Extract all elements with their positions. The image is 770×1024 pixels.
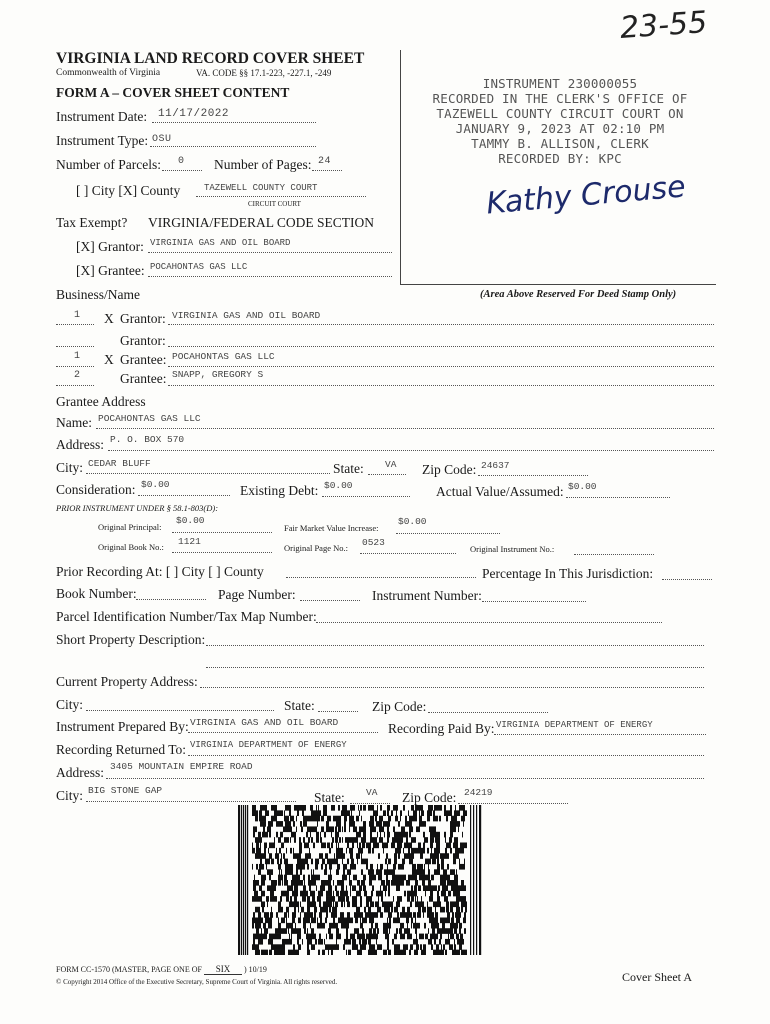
grantee-zip-value: 24637 [481,460,510,471]
grantee-code-line [148,276,392,277]
instrument-type-line [150,146,316,147]
existing-debt-value: $0.00 [324,480,353,491]
pdf417-barcode [238,805,482,955]
business-name-label: Business/Name [56,287,140,302]
stamp-line: RECORDED BY: KPC [498,151,622,166]
original-principal-value: $0.00 [176,515,205,526]
party-role: Grantee: [120,371,167,386]
return-zip-label: Zip Code: [402,790,457,805]
recording-paid-label: Recording Paid By: [388,721,495,736]
court-value: TAZEWELL COUNTY COURT [204,183,318,193]
return-city-value: BIG STONE GAP [88,785,163,796]
party-name: VIRGINIA GAS AND OIL BOARD [172,310,321,321]
pages-value: 24 [318,156,332,167]
existing-debt-line [322,496,410,497]
party-name: POCAHONTAS GAS LLC [172,351,275,362]
short-description-label: Short Property Description: [56,632,206,647]
grantor-code-line [148,252,392,253]
book-number-line [136,599,206,600]
return-address-label: Address: [56,765,104,780]
grantee-address-line [108,450,714,451]
prior-recording-line [286,577,476,578]
party-count-line [56,324,94,325]
fair-market-label: Fair Market Value Increase: [284,523,379,533]
party-role: Grantor: [120,311,166,326]
fair-market-value: $0.00 [398,516,427,527]
parcels-value: 0 [178,156,185,167]
instrument-date-value: 11/17/2022 [158,108,230,120]
current-address-label: Current Property Address: [56,674,198,689]
book-number-label: Book Number: [56,586,137,601]
grantee-state-label: State: [333,461,364,476]
party-count-line [56,366,94,367]
instrument-date-label: Instrument Date: [56,109,148,124]
original-principal-label: Original Principal: [98,522,162,532]
consideration-value: $0.00 [141,479,170,490]
party-mark: X [104,311,114,326]
form-title: VIRGINIA LAND RECORD COVER SHEET [56,50,365,67]
grantee-city-value: CEDAR BLUFF [88,458,151,469]
recording-paid-line [494,734,706,735]
recording-paid-value: VIRGINIA DEPARTMENT OF ENERGY [496,720,653,730]
current-address-line [200,687,704,688]
clerk-signature: Kathy Crouse [484,169,687,222]
grantee-name-label: Name: [56,415,92,430]
fair-market-line [396,533,500,534]
consideration-line [138,495,230,496]
grantee-address-value: P. O. BOX 570 [110,434,185,445]
stamp-line: TAZEWELL COUNTY CIRCUIT COURT ON [436,106,684,121]
parcels-line [162,170,202,171]
form-id-suffix: ) 10/19 [243,965,267,974]
return-zip-value: 24219 [464,787,493,798]
prepared-by-value: VIRGINIA GAS AND OIL BOARD [190,717,339,728]
grantee-city-line [86,473,330,474]
court-line [196,196,366,197]
party-count-line [56,385,94,386]
tax-exempt-label: Tax Exempt? [56,215,128,230]
original-page-label: Original Page No.: [284,543,348,553]
instrument-number-label: Instrument Number: [372,588,482,603]
instrument-type-label: Instrument Type: [56,133,149,148]
stamp-line: TAMMY B. ALLISON, CLERK [471,136,649,151]
circuit-court-label: CIRCUIT COURT [248,200,301,208]
stamp-line: RECORDED IN THE CLERK'S OFFICE OF [432,91,688,106]
parcel-id-label: Parcel Identification Number/Tax Map Number: [56,609,317,624]
stamp-line: JANUARY 9, 2023 AT 02:10 PM [455,121,665,136]
current-state-line [318,711,358,712]
return-city-line [86,801,296,802]
parcels-label: Number of Parcels: [56,157,161,172]
page-number-label: Page Number: [218,587,296,602]
prior-recording-label[interactable]: Prior Recording At: [ ] City [ ] County [56,564,264,579]
page-number-line [300,600,360,601]
instrument-date-line [152,122,316,123]
code-section-label: VIRGINIA/FEDERAL CODE SECTION [148,215,374,230]
grantee-address-heading: Grantee Address [56,394,146,409]
commonwealth-label: Commonwealth of Virginia [56,68,161,78]
actual-value-value: $0.00 [568,481,597,492]
party-mark: X [104,352,114,367]
party-name-line [168,324,714,325]
current-zip-line [428,712,548,713]
original-instrument-label: Original Instrument No.: [470,544,555,554]
recording-stamp [420,76,700,166]
percentage-line [662,579,712,580]
handwritten-page-number: 23-55 [618,5,709,46]
grantee-city-label: City: [56,460,84,475]
grantee-address-label: Address: [56,437,104,452]
party-name-line [168,385,714,386]
original-book-label: Original Book No.: [98,542,164,552]
form-id-prefix: FORM CC-1570 (MASTER, PAGE ONE OF [56,965,202,974]
instrument-number-line [482,601,586,602]
stamp-area-bottom-line [400,284,716,285]
return-state-line [350,803,390,804]
form-id-footer [56,964,267,975]
original-book-value: 1121 [178,536,201,547]
short-description-line [206,645,704,646]
actual-value-line [566,497,670,498]
party-role: Grantee: [120,352,167,367]
city-county-checkbox[interactable]: [ ] City [X] County [76,183,181,198]
return-address-value: 3405 MOUNTAIN EMPIRE ROAD [110,761,253,772]
current-city-label: City: [56,697,84,712]
returned-to-label: Recording Returned To: [56,742,187,757]
consideration-label: Consideration: [56,482,136,497]
copyright-footer: © Copyright 2014 Office of the Executive Secretary, Supreme Court of Virginia. All rights reserved. [56,978,338,986]
actual-value-label: Actual Value/Assumed: [436,484,564,499]
party-role: Grantor: [120,333,166,348]
return-city-label: City: [56,788,84,803]
grantee-checkbox[interactable]: [X] Grantee: [76,263,145,278]
grantee-state-value: VA [385,459,397,470]
original-instrument-line [574,554,654,555]
returned-to-value: VIRGINIA DEPARTMENT OF ENERGY [190,740,347,750]
va-code-label: VA. CODE §§ 17.1-223, -227.1, -249 [196,68,332,78]
prepared-by-line [188,732,378,733]
return-state-label: State: [314,790,345,805]
party-count: 1 [74,351,81,362]
current-city-line [86,710,274,711]
percentage-label: Percentage In This Jurisdiction: [482,566,654,581]
cover-sheet-label: Cover Sheet A [622,970,692,984]
stamp-line: INSTRUMENT 230000055 [482,76,638,91]
pages-line [312,170,342,171]
stamp-reserved-note: (Area Above Reserved For Deed Stamp Only) [480,289,677,300]
prepared-by-label: Instrument Prepared By: [56,719,189,734]
original-principal-line [172,532,272,533]
grantor-code-value: VIRGINIA GAS AND OIL BOARD [150,238,291,248]
original-book-line [172,552,272,553]
form-subtitle: FORM A – COVER SHEET CONTENT [56,85,290,100]
current-state-label: State: [284,698,315,713]
grantee-zip-label: Zip Code: [422,462,477,477]
return-address-line [106,778,704,779]
page-total: SIX [204,964,242,975]
parcel-id-line [316,622,662,623]
instrument-type-value: OSU [152,134,172,145]
party-name-line [168,346,714,347]
return-zip-line [458,803,568,804]
grantor-checkbox[interactable]: [X] Grantor: [76,239,144,254]
current-zip-label: Zip Code: [372,699,427,714]
party-count-line [56,346,94,347]
return-state-value: VA [366,787,378,798]
party-count: 1 [74,310,81,321]
grantee-state-line [368,474,406,475]
short-description-line [206,667,704,668]
original-page-line [360,553,456,554]
party-name: SNAPP, GREGORY S [172,369,264,380]
prior-instrument-label: PRIOR INSTRUMENT UNDER § 58.1-803(D): [56,503,219,513]
grantee-code-value: POCAHONTAS GAS LLC [150,262,248,272]
original-page-value: 0523 [362,537,385,548]
grantee-name-value: POCAHONTAS GAS LLC [98,413,201,424]
grantee-name-line [96,428,714,429]
existing-debt-label: Existing Debt: [240,483,319,498]
party-name-line [168,366,714,367]
grantee-zip-line [478,475,588,476]
party-count: 2 [74,370,81,381]
returned-to-line [188,755,704,756]
stamp-area-divider [400,50,401,284]
pages-label: Number of Pages: [214,157,312,172]
